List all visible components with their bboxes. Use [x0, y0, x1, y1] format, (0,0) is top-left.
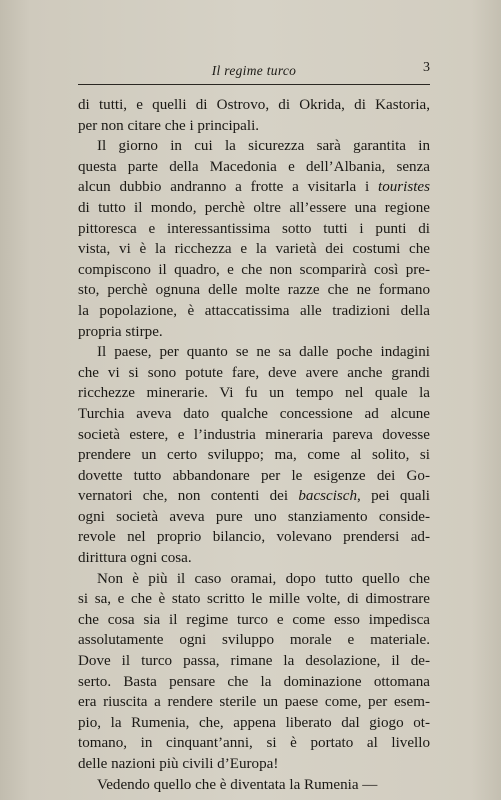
text-line: delle nazioni più civili d’Europa!: [78, 756, 279, 772]
text-line: Non è più il caso oramai, dopo tutto quello che: [97, 570, 430, 587]
text-line: alcun dubbio andranno a frotte a visitarla i touristes: [78, 179, 430, 196]
body-text: [78, 95, 430, 795]
text-line: pittoresca e interessantissima sotto tutti i punti di: [78, 220, 430, 237]
text-line: per non citare che i principali.: [78, 117, 260, 134]
paragraph: [78, 136, 430, 342]
text-line: dovette tutto abbandonare per le esigenze dei Go-: [78, 467, 430, 484]
text-line: prendere un certo sviluppo; ma, come al solito, si: [78, 447, 430, 464]
text-line: sto, perchè ognuna delle molte razze che ne formano: [78, 282, 430, 299]
text-line: questa parte della Macedonia e dell’Albania, senza: [78, 158, 430, 175]
text-line: propria stirpe.: [78, 323, 163, 340]
text-line: assolutamente ogni sviluppo morale e materiale.: [78, 632, 430, 649]
text-line: dirittura ogni cosa.: [78, 550, 192, 567]
text-line: Vedendo quello che è diventata la Rumenia —: [97, 776, 378, 793]
running-header: [78, 58, 430, 85]
text-line: di tutti, e quelli di Ostrovo, di Okrida, di Kastoria,: [78, 97, 430, 113]
text-line: ogni società aveva pure uno stanziamento conside-: [78, 508, 430, 525]
text-line: di tutto il mondo, perchè oltre all’essere una regione: [78, 199, 430, 216]
text-line: vernatori che, non contenti dei bacscisch, pei quali: [78, 488, 430, 505]
text-line: Turchia aveva dato qualche concessione ad alcune: [78, 405, 430, 422]
text-line: vista, vi è la ricchezza e la varietà dei costumi che: [78, 241, 430, 258]
paragraph: [78, 775, 430, 796]
running-title: Il regime turco: [211, 63, 297, 78]
text-line: tomano, in cinquant’anni, si è portato al livello: [78, 735, 430, 752]
text-line: Dove il turco passa, rimane la desolazione, il de-: [78, 653, 430, 670]
text-line: che cosa sia il regime turco e come esso impedisca: [78, 611, 430, 628]
paragraph: [78, 569, 430, 775]
text-line: era riuscita a rendere sterile un paese come, per esem-: [78, 694, 430, 711]
paragraph: [78, 342, 430, 569]
text-line: revole nel proprio bilancio, volevano prendersi ad-: [78, 529, 430, 546]
text-line: ricchezze minerarie. Vi fu un tempo nel quale la: [78, 385, 430, 402]
text-line: si sa, e che è stato scritto le mille volte, di dimostrare: [78, 591, 430, 608]
text-line: la popolazione, è attaccatissima alle tradizioni della: [78, 302, 430, 319]
text-line: che vi si sono potute fare, deve avere anche grandi: [78, 364, 430, 381]
text-line: serto. Basta pensare che la dominazione ottomana: [78, 673, 430, 690]
paragraph: [78, 95, 430, 136]
page-number: 3: [423, 60, 430, 75]
text-line: Il paese, per quanto se ne sa dalle poche indagini: [97, 344, 430, 361]
text-line: Il giorno in cui la sicurezza sarà garantita in: [97, 138, 430, 155]
text-line: società estere, e l’industria mineraria pareva dovesse: [78, 426, 430, 443]
text-line: pio, la Rumenia, che, appena liberato dal giogo ot-: [78, 714, 430, 731]
text-line: compiscono il quadro, e che non scomparirà così pre-: [78, 261, 430, 278]
